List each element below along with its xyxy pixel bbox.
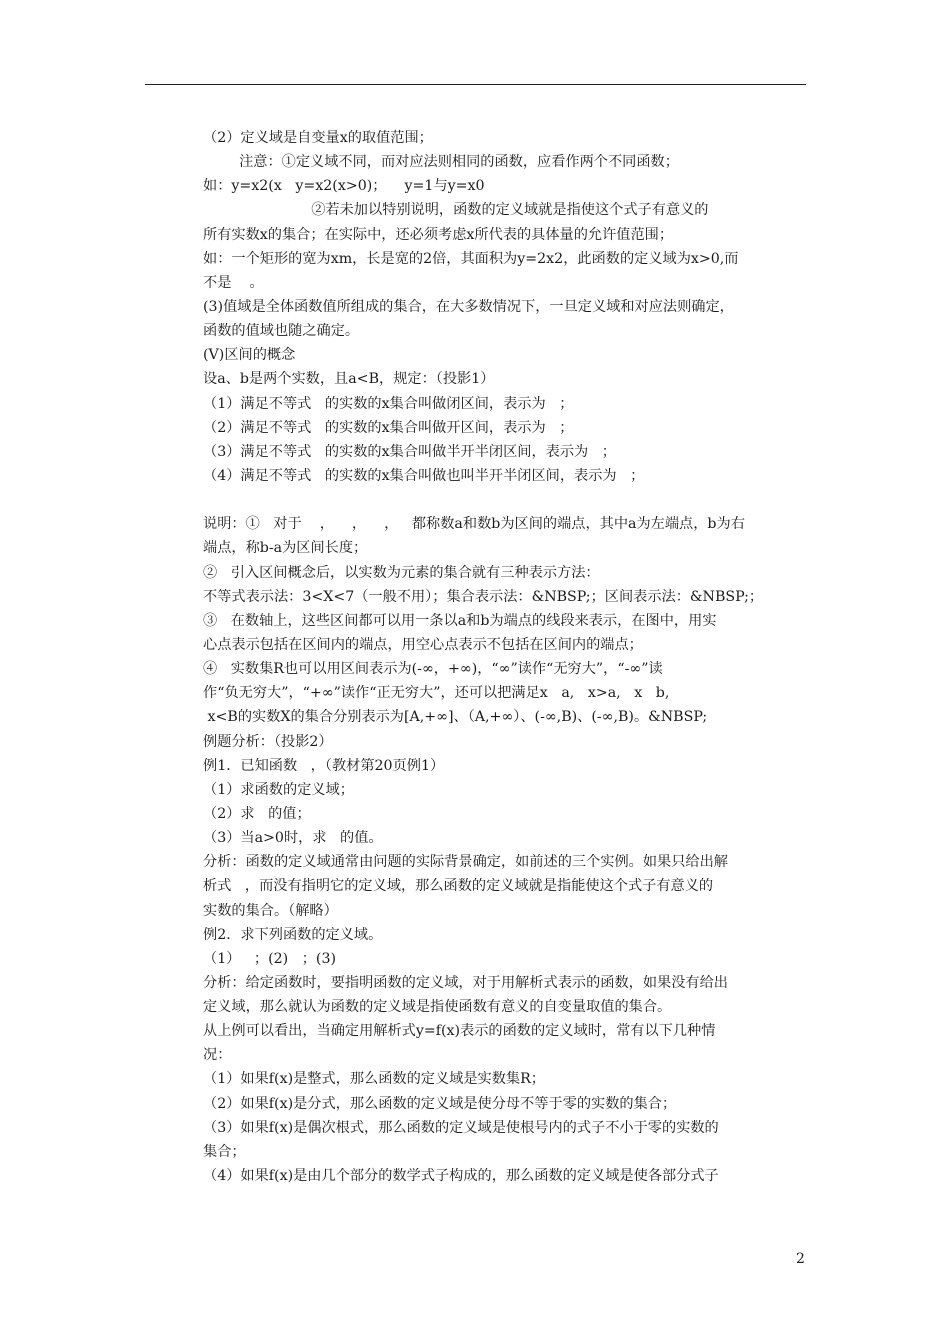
text-line: （2）定义域是自变量x的取值范围； xyxy=(203,130,433,146)
text-line: （4）如果f(x)是由几个部分的数学式子构成的，那么函数的定义域是使各部分式子 xyxy=(203,1168,719,1185)
text-line: （4）满足不等式 的实数的x集合叫做也叫半开半闭区间，表示为 ； xyxy=(203,467,645,484)
text-line: 析式 ，而没有指明它的定义域，那么函数的定义域就是指能使这个式子有意义的 xyxy=(203,878,714,895)
text-line: 从上例可以看出，当确定用解析式y=f(x)表示的函数的定义域时，常有以下几种情 xyxy=(203,1023,716,1040)
text-line: （1）如果f(x)是整式，那么函数的定义域是实数集R； xyxy=(203,1071,545,1088)
text-line: 所有实数x的集合；在实际中，还必须考虑x所代表的具体量的允许值范围； xyxy=(203,226,674,243)
text-line: 作“负无穷大”，“+∞”读作“正无穷大”，还可以把满足x a, x>a, x b, xyxy=(203,685,670,702)
text-line: （2）求 的值； xyxy=(203,805,311,822)
text-line: 实数的集合。（解略） xyxy=(203,902,338,919)
text-line: 说明：① 对于 ， ， ， 都称数a和数b为区间的端点，其中a为左端点，b为右 xyxy=(203,516,745,533)
text-line: 例1．已知函数 ，（教材第20页例1） xyxy=(203,757,445,774)
text-line: 注意：①定义域不同，而对应法则相同的函数，应看作两个不同函数； xyxy=(203,154,679,171)
text-line: (V)区间的概念 xyxy=(203,347,296,364)
text-line: (3)值域是全体函数值所组成的集合，在大多数情况下，一旦定义域和对应法则确定， xyxy=(203,298,734,315)
text-line: 不是 。 xyxy=(203,274,264,291)
text-line: 函数的值域也随之确定。 xyxy=(203,323,360,340)
text-line: （1）求函数的定义域； xyxy=(203,781,354,798)
text-line: （1）满足不等式 的实数的x集合叫做闭区间，表示为 ； xyxy=(203,395,574,412)
text-line: 分析：给定函数时，要指明函数的定义域，对于用解析式表示的函数，如果没有给出 xyxy=(203,974,728,991)
text-line: 分析：函数的定义域通常由问题的实际背景确定，如前述的三个实例。如果只给出解 xyxy=(203,854,728,871)
text-line: 端点，称b-a为区间长度； xyxy=(203,540,368,557)
text-line: （1） ；(2) ；(3) xyxy=(203,950,337,967)
document-body xyxy=(203,126,813,1188)
text-line: 心点表示包括在区间内的端点，用空心点表示不包括在区间内的端点； xyxy=(203,636,643,653)
text-line: x<B的实数X的集合分别表示为[A,+∞]、（A,+∞）、(-∞,B)、(-∞,B)。&NBSP; xyxy=(203,709,708,726)
text-line: ④ 实数集R也可以用区间表示为(-∞，+∞)，“∞”读作“无穷大”，“-∞”读 xyxy=(203,661,663,678)
text-line: ② 引入区间概念后，以实数为元素的集合就有三种表示方法： xyxy=(203,564,600,581)
text-line: 如：y=x2(x y=x2(x>0)； y=1与y=x0 xyxy=(203,178,485,195)
page-number: 2 xyxy=(796,1251,805,1267)
text-line: 定义域，那么就认为函数的定义域是指使函数有意义的自变量取值的集合。 xyxy=(203,999,672,1016)
text-line: 例2．求下列函数的定义域。 xyxy=(203,926,383,943)
header-rule xyxy=(145,84,806,85)
text-line: （3）当a>0时，求 的值。 xyxy=(203,830,383,847)
text-line: 况： xyxy=(203,1047,232,1064)
text-line: （2）如果f(x)是分式，那么函数的定义域是使分母不等于零的实数的集合； xyxy=(203,1095,677,1112)
text-line: ②若未加以特别说明，函数的定义域就是指使这个式子有意义的 xyxy=(203,202,709,219)
text-line: （2）满足不等式 的实数的x集合叫做开区间，表示为 ； xyxy=(203,419,574,436)
text-line: 设a、b是两个实数，且a<B，规定：（投影1） xyxy=(203,371,495,388)
text-line: 例题分析：（投影2） xyxy=(203,733,333,750)
text-line: （3）如果f(x)是偶次根式，那么函数的定义域是使根号内的式子不小于零的实数的 xyxy=(203,1119,719,1136)
text-line xyxy=(203,488,813,512)
text-line: 集合； xyxy=(203,1143,246,1160)
text-line: 不等式表示法：3<X<7（一般不用）；集合表示法：&NBSP;；区间表示法：&NBSP;； xyxy=(203,588,764,605)
text-line: 如：一个矩形的宽为xm，长是宽的2倍，其面积为y=2x2，此函数的定义域为x>0,而 xyxy=(203,250,739,267)
text-line: （3）满足不等式 的实数的x集合叫做半开半闭区间，表示为 ； xyxy=(203,443,616,460)
text-line: ③ 在数轴上，这些区间都可以用一条以a和b为端点的线段来表示，在图中，用实 xyxy=(203,612,717,629)
